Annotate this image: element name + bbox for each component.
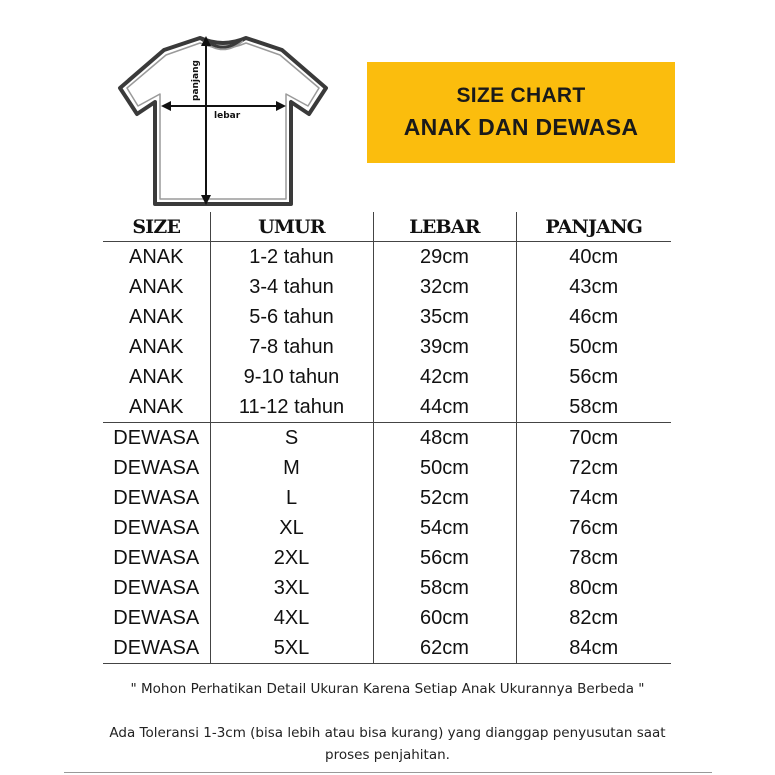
title-banner: [367, 62, 675, 163]
cell-lebar: 60cm: [373, 603, 516, 633]
cell-panjang: 46cm: [569, 305, 619, 328]
measurement-note: " Mohon Perhatikan Detail Ukuran Karena Setiap Anak Ukurannya Berbeda ": [130, 681, 645, 697]
cell-size: DEWASA: [103, 633, 210, 664]
tshirt-diagram: [116, 28, 330, 210]
cell-panjang: 50cm: [569, 335, 619, 358]
table-row: [103, 633, 671, 664]
cell-panjang: 80cm: [569, 576, 619, 599]
header-panjang: PANJANG: [516, 212, 671, 242]
table-row: [103, 603, 671, 633]
cell-size: DEWASA: [103, 513, 210, 543]
cell-umur: 3-4 tahun: [210, 272, 373, 302]
cell-lebar: 58cm: [373, 573, 516, 603]
cell-umur: 2XL: [210, 543, 373, 573]
table-row: [103, 453, 671, 483]
cell-umur: 5-6 tahun: [210, 302, 373, 332]
cell-panjang: 74cm: [569, 486, 619, 509]
banner-title: SIZE CHART: [456, 84, 586, 107]
cell-panjang: 40cm: [569, 245, 619, 268]
table-row: [103, 302, 671, 332]
cell-panjang: 43cm: [569, 275, 619, 298]
cell-size: ANAK: [103, 362, 210, 392]
cell-umur: 1-2 tahun: [210, 242, 373, 273]
table-row: [103, 543, 671, 573]
cell-umur: 9-10 tahun: [210, 362, 373, 392]
cell-size: DEWASA: [103, 543, 210, 573]
cell-lebar: 42cm: [373, 362, 516, 392]
cell-size: DEWASA: [103, 483, 210, 513]
header-lebar: LEBAR: [373, 212, 516, 242]
table-row: [103, 242, 671, 273]
table-row: [103, 483, 671, 513]
cell-panjang: 84cm: [516, 633, 671, 664]
cell-lebar: 56cm: [373, 543, 516, 573]
cell-lebar: 44cm: [373, 392, 516, 423]
bottom-divider: [64, 772, 712, 773]
cell-lebar: 52cm: [373, 483, 516, 513]
cell-umur: S: [210, 423, 373, 454]
cell-size: DEWASA: [103, 453, 210, 483]
cell-lebar: 39cm: [373, 332, 516, 362]
cell-lebar: 50cm: [373, 453, 516, 483]
cell-size: ANAK: [103, 302, 210, 332]
cell-lebar: 54cm: [373, 513, 516, 543]
cell-lebar: 32cm: [373, 272, 516, 302]
header-size: SIZE: [103, 212, 210, 242]
table-row: [103, 332, 671, 362]
length-label: panjang: [191, 60, 201, 101]
cell-lebar: 48cm: [373, 423, 516, 454]
cell-panjang: 82cm: [569, 606, 619, 629]
cell-size: ANAK: [103, 272, 210, 302]
cell-umur: 5XL: [210, 633, 373, 664]
cell-umur: 7-8 tahun: [210, 332, 373, 362]
cell-panjang: 78cm: [569, 546, 619, 569]
cell-size: ANAK: [103, 242, 210, 273]
table-row: [103, 513, 671, 543]
cell-panjang: 70cm: [516, 423, 671, 454]
tshirt-outline: [120, 38, 326, 204]
tolerance-note-line-2: proses penjahitan.: [325, 747, 450, 763]
cell-size: ANAK: [103, 332, 210, 362]
table-row: [103, 573, 671, 603]
cell-panjang: 58cm: [569, 395, 619, 418]
cell-size: DEWASA: [103, 603, 210, 633]
table-row: [103, 272, 671, 302]
header-umur: UMUR: [210, 212, 373, 242]
cell-size: DEWASA: [103, 573, 210, 603]
cell-panjang: 72cm: [569, 456, 619, 479]
cell-lebar: 62cm: [373, 633, 516, 664]
table-row: [103, 423, 671, 454]
table-row: [103, 392, 671, 423]
width-label: lebar: [214, 111, 241, 121]
cell-size: ANAK: [103, 392, 210, 423]
cell-size: DEWASA: [103, 423, 210, 454]
cell-umur: 4XL: [210, 603, 373, 633]
table-header-row: [103, 212, 671, 242]
cell-umur: XL: [210, 513, 373, 543]
size-table: [103, 212, 671, 664]
cell-umur: M: [210, 453, 373, 483]
cell-panjang: 76cm: [569, 516, 619, 539]
tolerance-note: [60, 722, 715, 766]
cell-lebar: 29cm: [373, 242, 516, 273]
banner-subtitle: ANAK DAN DEWASA: [403, 114, 639, 140]
tolerance-note-line-1: Ada Toleransi 1-3cm (bisa lebih atau bisa kurang) yang dianggap penyusutan saat: [109, 725, 666, 741]
cell-umur: 3XL: [210, 573, 373, 603]
cell-panjang: 56cm: [569, 365, 619, 388]
cell-umur: L: [210, 483, 373, 513]
cell-lebar: 35cm: [373, 302, 516, 332]
cell-umur: 11-12 tahun: [210, 392, 373, 423]
table-row: [103, 362, 671, 392]
